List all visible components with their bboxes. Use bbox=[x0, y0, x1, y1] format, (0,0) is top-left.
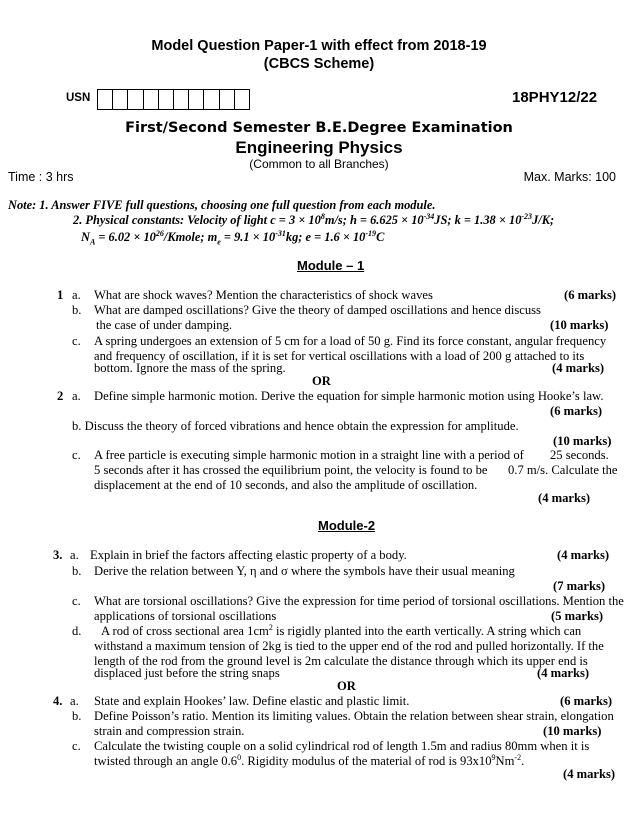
usn-box[interactable] bbox=[112, 89, 128, 110]
q3b-text: Derive the relation between Y, η and σ where the symbols have their usual meaning bbox=[94, 564, 515, 578]
q2a-marks: (6 marks) bbox=[550, 404, 603, 418]
q3d-marks: (4 marks) bbox=[537, 666, 590, 680]
max-marks: Max. Marks: 100 bbox=[523, 170, 616, 184]
q3c-label: c. bbox=[72, 594, 81, 608]
q3b-marks: (7 marks) bbox=[553, 579, 606, 593]
q3d-text-4: displaced just before the string snaps bbox=[94, 666, 280, 680]
q2a-label: a. bbox=[72, 389, 81, 403]
q2a-text: Define simple harmonic motion. Derive the equation for simple harmonic motion using Hooke’s law. bbox=[94, 389, 604, 403]
q3c-text-1: What are torsional oscillations? Give the expression for time period of torsional oscillations. Mention the bbox=[94, 594, 624, 608]
note-line-1: Note: 1. Answer FIVE full questions, choosing one full question from each module. bbox=[8, 198, 436, 212]
q4b-text-1: Define Poisson’s ratio. Mention its limiting values. Obtain the relation between shear strain, elongation bbox=[94, 709, 614, 723]
q4-number: 4. bbox=[53, 694, 63, 708]
q2-number: 2 bbox=[57, 389, 64, 403]
q3d-label: d. bbox=[72, 624, 82, 638]
q3d-text-1: A rod of cross sectional area $1cm^2$ is rigidly planted into the earth vertically. A string which can bbox=[101, 622, 582, 638]
q4c-text-1: Calculate the twisting couple on a solid cylindrical rod of length 1.5m and radius 80mm when it is bbox=[94, 739, 590, 753]
q1b-marks: (10 marks) bbox=[550, 318, 609, 332]
q4b-text-2: strain and compression strain. bbox=[94, 724, 245, 738]
q2c-text-2-end: 0.7 m/s. Calculate the bbox=[508, 463, 618, 477]
q4a-text: State and explain Hookes’ law. Define elastic and plastic limit. bbox=[94, 694, 410, 708]
q3a-text: Explain in brief the factors affecting elastic property of a body. bbox=[90, 548, 407, 562]
q2b-text: b. Discuss the theory of forced vibrations and hence obtain the expression for amplitude. bbox=[72, 419, 519, 433]
usn-box[interactable] bbox=[173, 89, 189, 110]
q1-number: 1 bbox=[57, 288, 64, 302]
q3d-text-3: length of the rod from the ground level is 2m calculate the distance through which its upper end is bbox=[94, 654, 588, 668]
q4a-marks: (6 marks) bbox=[560, 694, 613, 708]
q3c-text-2: applications of torsional oscillations bbox=[94, 609, 277, 623]
note-line-3: $N_A = 6.02$ × $10^{26}$/Kmole; $m_e = 9.1 \times 10^{-31}kg$; $e = 1.6 \times 10^{-19}C$ bbox=[81, 228, 385, 247]
q2c-text-1-end: 25 seconds. bbox=[550, 448, 609, 462]
q1a-marks: (6 marks) bbox=[564, 288, 617, 302]
usn-box[interactable] bbox=[219, 89, 235, 110]
module-2-heading: Module-2 bbox=[318, 518, 376, 533]
q1b-label: b. bbox=[72, 303, 82, 317]
usn-box[interactable] bbox=[188, 89, 204, 110]
q2c-marks: (4 marks) bbox=[538, 491, 591, 505]
q1a-label: a. bbox=[72, 288, 81, 302]
q1c-marks: (4 marks) bbox=[552, 361, 605, 375]
q2c-text-2: 5 seconds after it has crossed the equilibrium point, the velocity is found to be bbox=[94, 463, 488, 477]
usn-box[interactable] bbox=[97, 89, 113, 110]
or-divider-1: OR bbox=[312, 374, 331, 388]
q2c-text-3: displacement at the end of 10 seconds, and also the amplitude of oscillation. bbox=[94, 478, 478, 492]
q1c-text-2: and frequency of oscillation, if it is set for vertical oscillations with a load of 200 g attached to its bbox=[94, 349, 585, 363]
q4b-label: b. bbox=[72, 709, 82, 723]
q4c-label: c. bbox=[72, 739, 81, 753]
paper-title: Model Question Paper-1 with effect from 2018-19 bbox=[151, 38, 487, 54]
module-1-heading: Module – 1 bbox=[297, 258, 365, 273]
q3b-label: b. bbox=[72, 564, 82, 578]
usn-label: USN bbox=[66, 92, 91, 104]
q3c-marks: (5 marks) bbox=[551, 609, 604, 623]
usn-box[interactable] bbox=[143, 89, 159, 110]
subject-title: Engineering Physics bbox=[235, 138, 403, 157]
q1a-text: What are shock waves? Mention the characteristics of shock waves bbox=[94, 288, 433, 302]
usn-box[interactable] bbox=[158, 89, 174, 110]
q4b-marks: (10 marks) bbox=[543, 724, 602, 738]
q2c-text-1: A free particle is executing simple harmonic motion in a straight line with a period of bbox=[94, 448, 524, 462]
q1c-label: c. bbox=[72, 334, 81, 348]
usn-box[interactable] bbox=[127, 89, 143, 110]
usn-box[interactable] bbox=[234, 89, 250, 110]
q3-number: 3. bbox=[53, 548, 63, 562]
note-line-2: 2. Physical constants: Velocity of light $c = 3 \times 10^8m/s$; $h = 6.625 \times 10^{-34}JS$; $k = 1.38 \times 10^{-23}J/K$; bbox=[73, 211, 555, 227]
q3d-text-2: withstand a maximum tension of 2kg is tied to the upper end of the rod and pulled horizontally. If the bbox=[94, 639, 604, 653]
q1c-text-1: A spring undergoes an extension of 5 cm for a load of 50 g. Find its force constant, angular frequency bbox=[94, 334, 607, 348]
course-code: 18PHY12/22 bbox=[512, 89, 598, 106]
scheme-title: (CBCS Scheme) bbox=[263, 56, 375, 72]
time-allowed: Time : 3 hrs bbox=[8, 170, 74, 184]
common-note: (Common to all Branches) bbox=[249, 157, 389, 171]
exam-title: First/Second Semester B.E.Degree Examination bbox=[125, 120, 513, 136]
q4c-text-2: twisted through an angle $0.6^0$. Rigidity modulus of the material of rod is $93x10^9Nm^{-2}$. bbox=[94, 752, 525, 768]
usn-box[interactable] bbox=[203, 89, 219, 110]
q3a-marks: (4 marks) bbox=[557, 548, 610, 562]
q1b-text-1: What are damped oscillations? Give the theory of damped oscillations and hence discuss bbox=[94, 303, 541, 317]
q4a-label: a. bbox=[70, 694, 79, 708]
q2c-label: c. bbox=[72, 448, 81, 462]
usn-boxes[interactable] bbox=[98, 89, 250, 110]
q3a-label: a. bbox=[70, 548, 79, 562]
or-divider-2: OR bbox=[337, 679, 356, 693]
q4c-marks: (4 marks) bbox=[563, 767, 616, 781]
q1c-text-3: bottom. Ignore the mass of the spring. bbox=[94, 361, 286, 375]
q2b-marks: (10 marks) bbox=[553, 434, 612, 448]
q1b-text-2: the case of under damping. bbox=[96, 318, 233, 332]
